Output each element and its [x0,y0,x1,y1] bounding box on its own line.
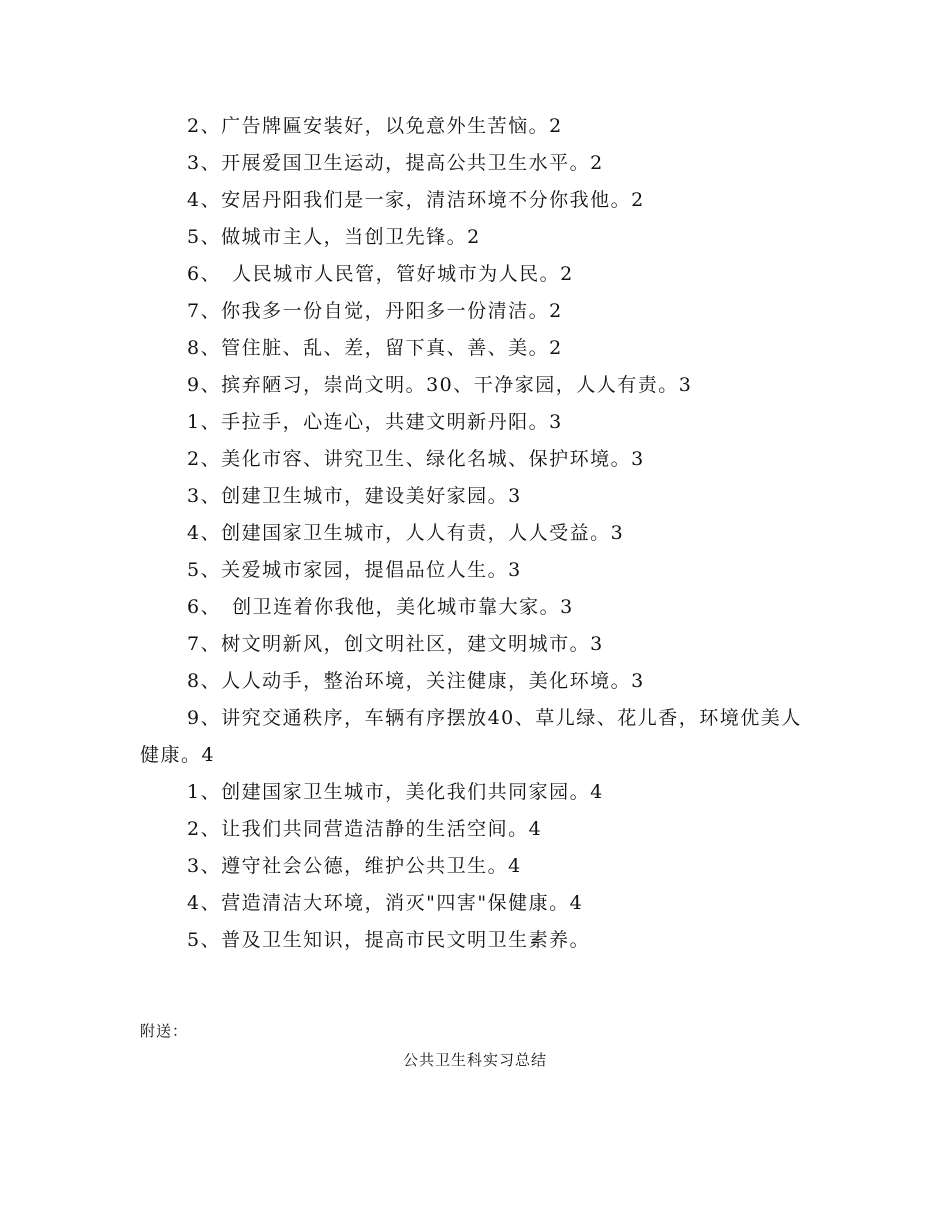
appendix-label: 附送： [140,1022,189,1040]
list-item: 3、开展爱国卫生运动，提高公共卫生水平。2 [187,152,604,174]
list-item: 1、手拉手，心连心，共建文明新丹阳。3 [187,411,563,433]
list-item: 9、讲究交通秩序，车辆有序摆放40、草儿绿、花儿香，环境优美人健康。4 [140,707,802,766]
list-item: 1、创建国家卫生城市，美化我们共同家园。4 [187,781,604,803]
list-item: 2、让我们共同营造洁静的生活空间。4 [187,818,543,840]
list-item: 9、摈弃陋习，崇尚文明。30、干净家园，人人有责。3 [187,374,693,396]
list-item: 4、创建国家卫生城市，人人有责，人人受益。3 [187,522,625,544]
list-item: 6、 人民城市人民管，管好城市为人民。2 [187,263,574,285]
list-item: 8、管住脏、乱、差，留下真、善、美。2 [187,337,563,359]
list-item: 6、 创卫连着你我他，美化城市靠大家。3 [187,596,574,618]
list-item: 2、广告牌匾安装好，以免意外生苦恼。2 [187,115,563,137]
slogan-list [140,108,820,959]
list-item: 2、美化市容、讲究卫生、绿化名城、保护环境。3 [187,448,645,470]
list-item: 5、做城市主人，当创卫先锋。2 [187,226,481,248]
list-item: 3、遵守社会公德，维护公共卫生。4 [187,855,522,877]
list-item: 7、树文明新风，创文明社区，建文明城市。3 [187,633,604,655]
list-item: 7、你我多一份自觉，丹阳多一份清洁。2 [187,300,563,322]
list-item: 5、普及卫生知识，提高市民文明卫生素养。 [187,929,591,951]
list-item: 8、人人动手，整治环境，关注健康，美化环境。3 [187,670,645,692]
list-item: 5、关爱城市家园，提倡品位人生。3 [187,559,522,581]
list-item: 4、营造清洁大环境，消灭"四害"保健康。4 [187,892,584,914]
list-item: 3、创建卫生城市，建设美好家园。3 [187,485,522,507]
appendix-title: 公共卫生科实习总结 [402,1051,547,1069]
list-item: 4、安居丹阳我们是一家，清洁环境不分你我他。2 [187,189,645,211]
